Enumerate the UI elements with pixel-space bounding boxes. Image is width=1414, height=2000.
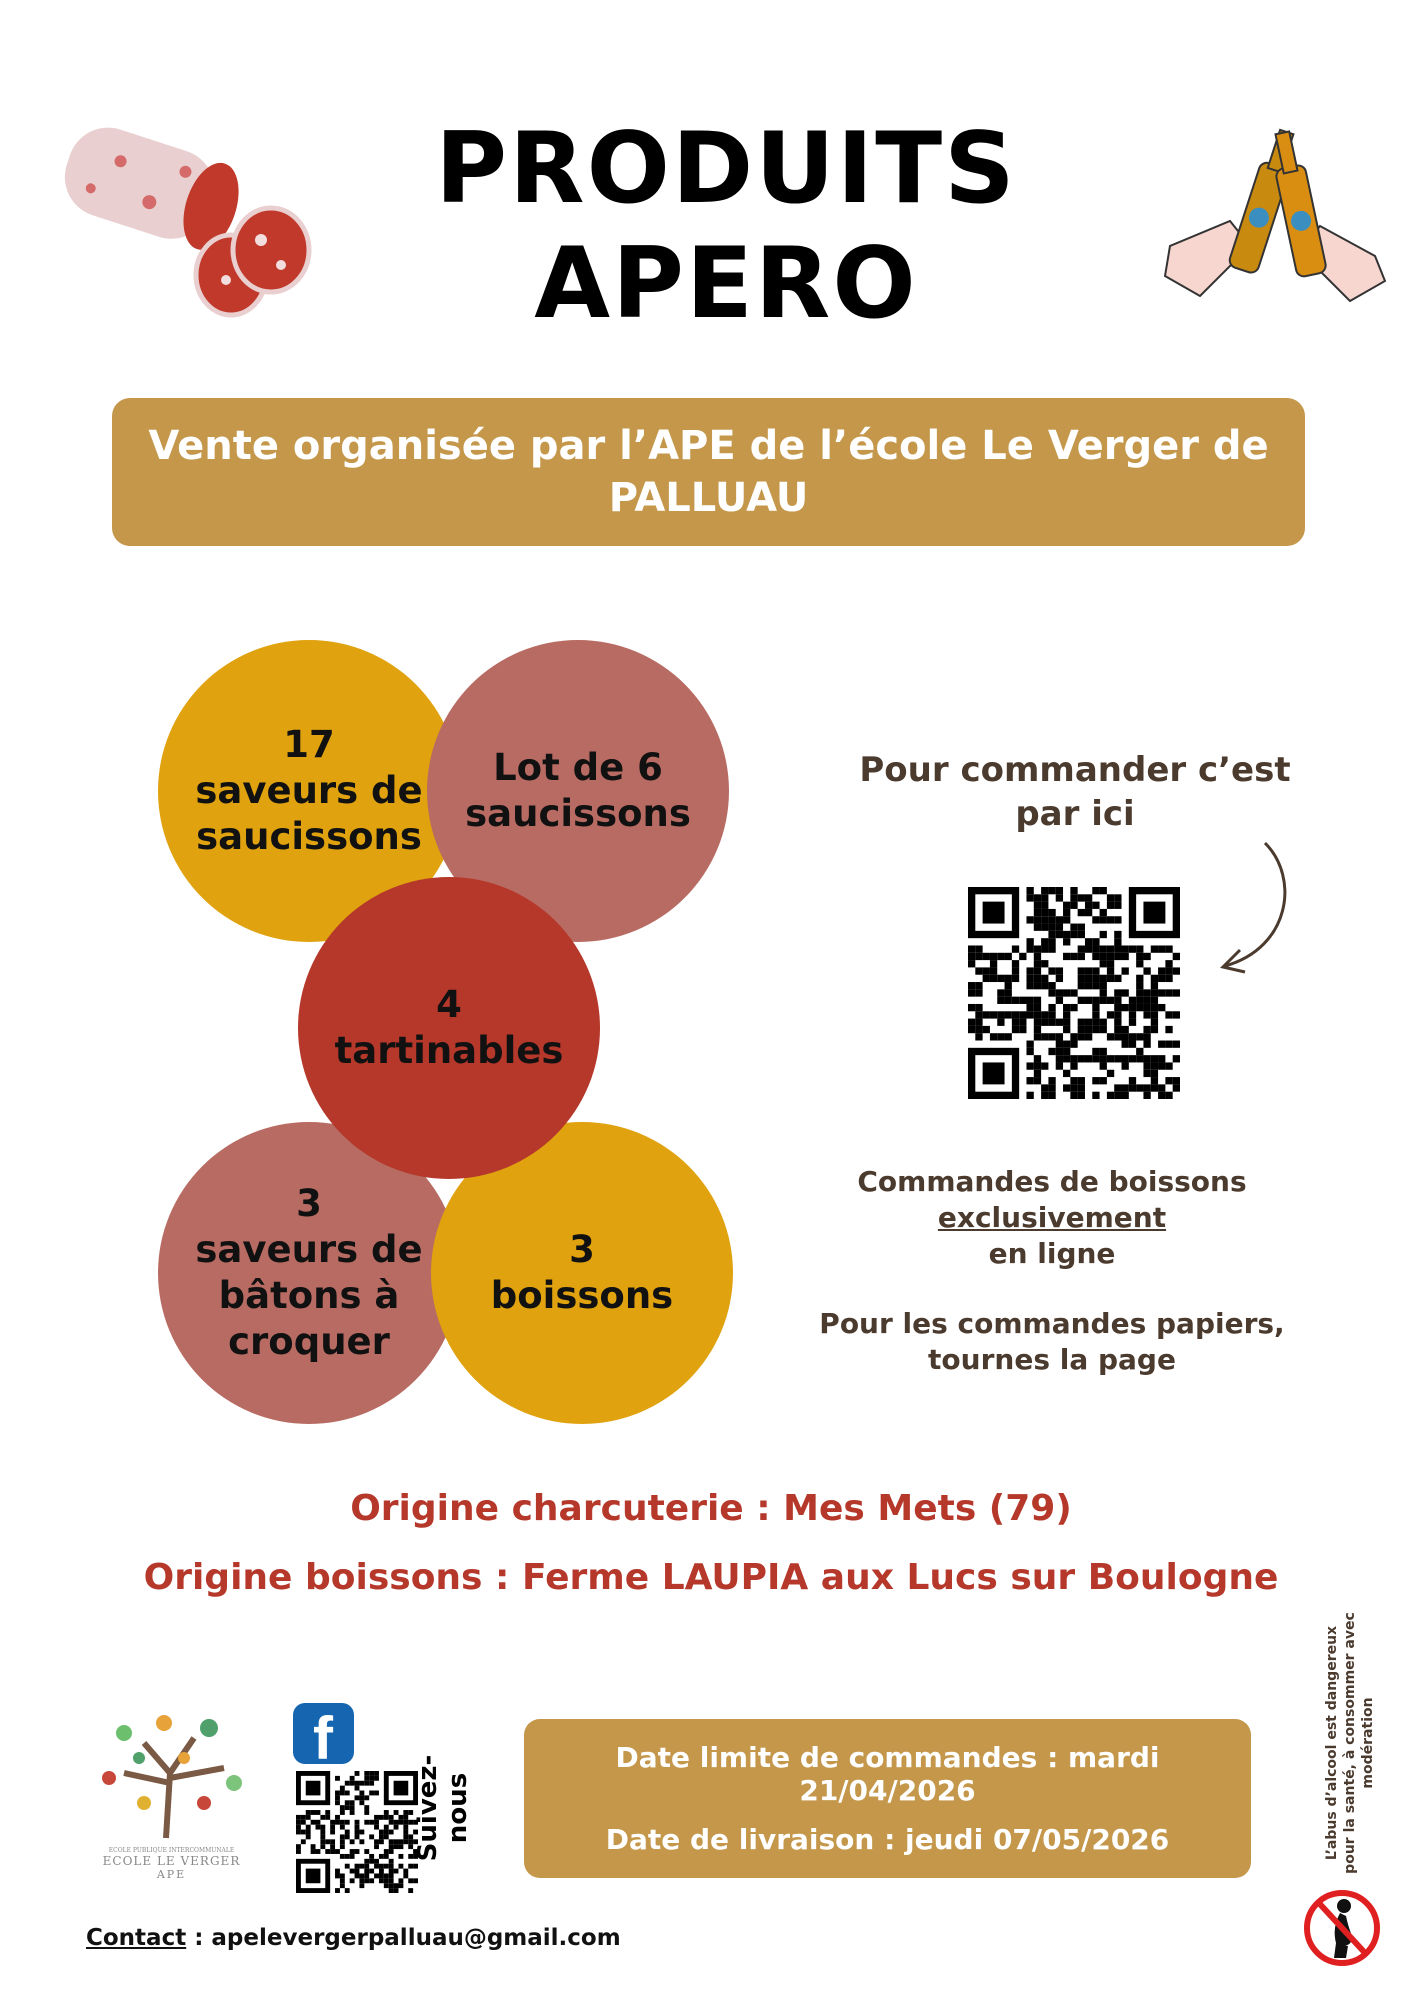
drinks-note — [812, 1164, 1292, 1378]
circle-text: boissons — [490, 1274, 674, 1317]
warning-line: pour la santé, à consommer avec — [1342, 1612, 1358, 1874]
circle-text: 3 — [296, 1182, 322, 1225]
circle-text: saveurs de — [195, 1228, 423, 1271]
arrow-icon — [1215, 838, 1295, 978]
circle-text: 17 — [283, 723, 335, 766]
drinks-line-2: exclusivement — [937, 1201, 1167, 1234]
banner-line-1: Vente organisée par l’APE de l’école Le Verger de — [148, 423, 1269, 469]
order-qr-code[interactable] — [968, 887, 1180, 1099]
school-logo — [84, 1703, 259, 1893]
circle-tartinables — [298, 877, 600, 1179]
warning-line: L’abus d’alcool est dangereux — [1324, 1625, 1340, 1861]
circle-text: Lot de 6 — [493, 746, 663, 789]
warning-line: modération — [1360, 1697, 1376, 1789]
logo-subtitle: ECOLE PUBLIQUE INTERCOMMUNALE — [108, 1847, 235, 1854]
organizer-banner — [112, 398, 1305, 546]
banner-line-2: PALLUAU — [608, 475, 809, 521]
delivery-date: Date de livraison : jeudi 07/05/2026 — [605, 1823, 1170, 1856]
title-line-2: APERO — [534, 227, 918, 341]
logo-ape: APE — [156, 1868, 187, 1881]
no-alcohol-pregnancy-icon — [1302, 1888, 1382, 1968]
beer-toast-illustration — [1160, 126, 1390, 306]
follow-us-label: Suivez-nous — [413, 1754, 473, 1862]
logo-name: ECOLE LE VERGER — [102, 1854, 241, 1868]
drinks-line-1: Commandes de boissons — [857, 1165, 1247, 1198]
circle-text: saucissons — [196, 815, 422, 858]
contact-email[interactable]: : apelevergerpalluau@gmail.com — [186, 1925, 621, 1951]
circle-text: bâtons à — [218, 1274, 400, 1317]
dates-box — [524, 1719, 1251, 1878]
order-heading-line-2: par ici — [1015, 794, 1135, 834]
circle-text: saucissons — [465, 792, 691, 835]
order-heading-line-1: Pour commander c’est — [859, 750, 1291, 790]
facebook-icon[interactable] — [293, 1703, 354, 1764]
circle-text: croquer — [228, 1320, 390, 1363]
contact — [86, 1925, 621, 1951]
order-deadline: Date limite de commandes : mardi 21/04/2026 — [615, 1741, 1160, 1807]
paper-line-1: Pour les commandes papiers, — [819, 1307, 1285, 1340]
contact-label: Contact — [86, 1925, 187, 1951]
alcohol-warning — [1323, 1598, 1377, 1888]
origin-boissons: Origine boissons : Ferme LAUPIA aux Lucs sur Boulogne — [143, 1557, 1279, 1598]
circle-text: 3 — [569, 1228, 595, 1271]
circle-text: 4 — [436, 983, 462, 1026]
title-line-1: PRODUITS — [435, 112, 1017, 226]
paper-line-2: tournes la page — [928, 1343, 1176, 1376]
whatsapp-qr-code[interactable] — [296, 1771, 418, 1893]
circle-text: saveurs de — [195, 769, 423, 812]
tree-icon — [84, 1703, 259, 1843]
drinks-line-3: en ligne — [988, 1237, 1116, 1270]
origin-charcuterie: Origine charcuterie : Mes Mets (79) — [350, 1488, 1072, 1529]
order-heading — [840, 748, 1310, 836]
facebook-f-glyph: f — [313, 1705, 333, 1764]
circle-text: tartinables — [334, 1029, 564, 1072]
